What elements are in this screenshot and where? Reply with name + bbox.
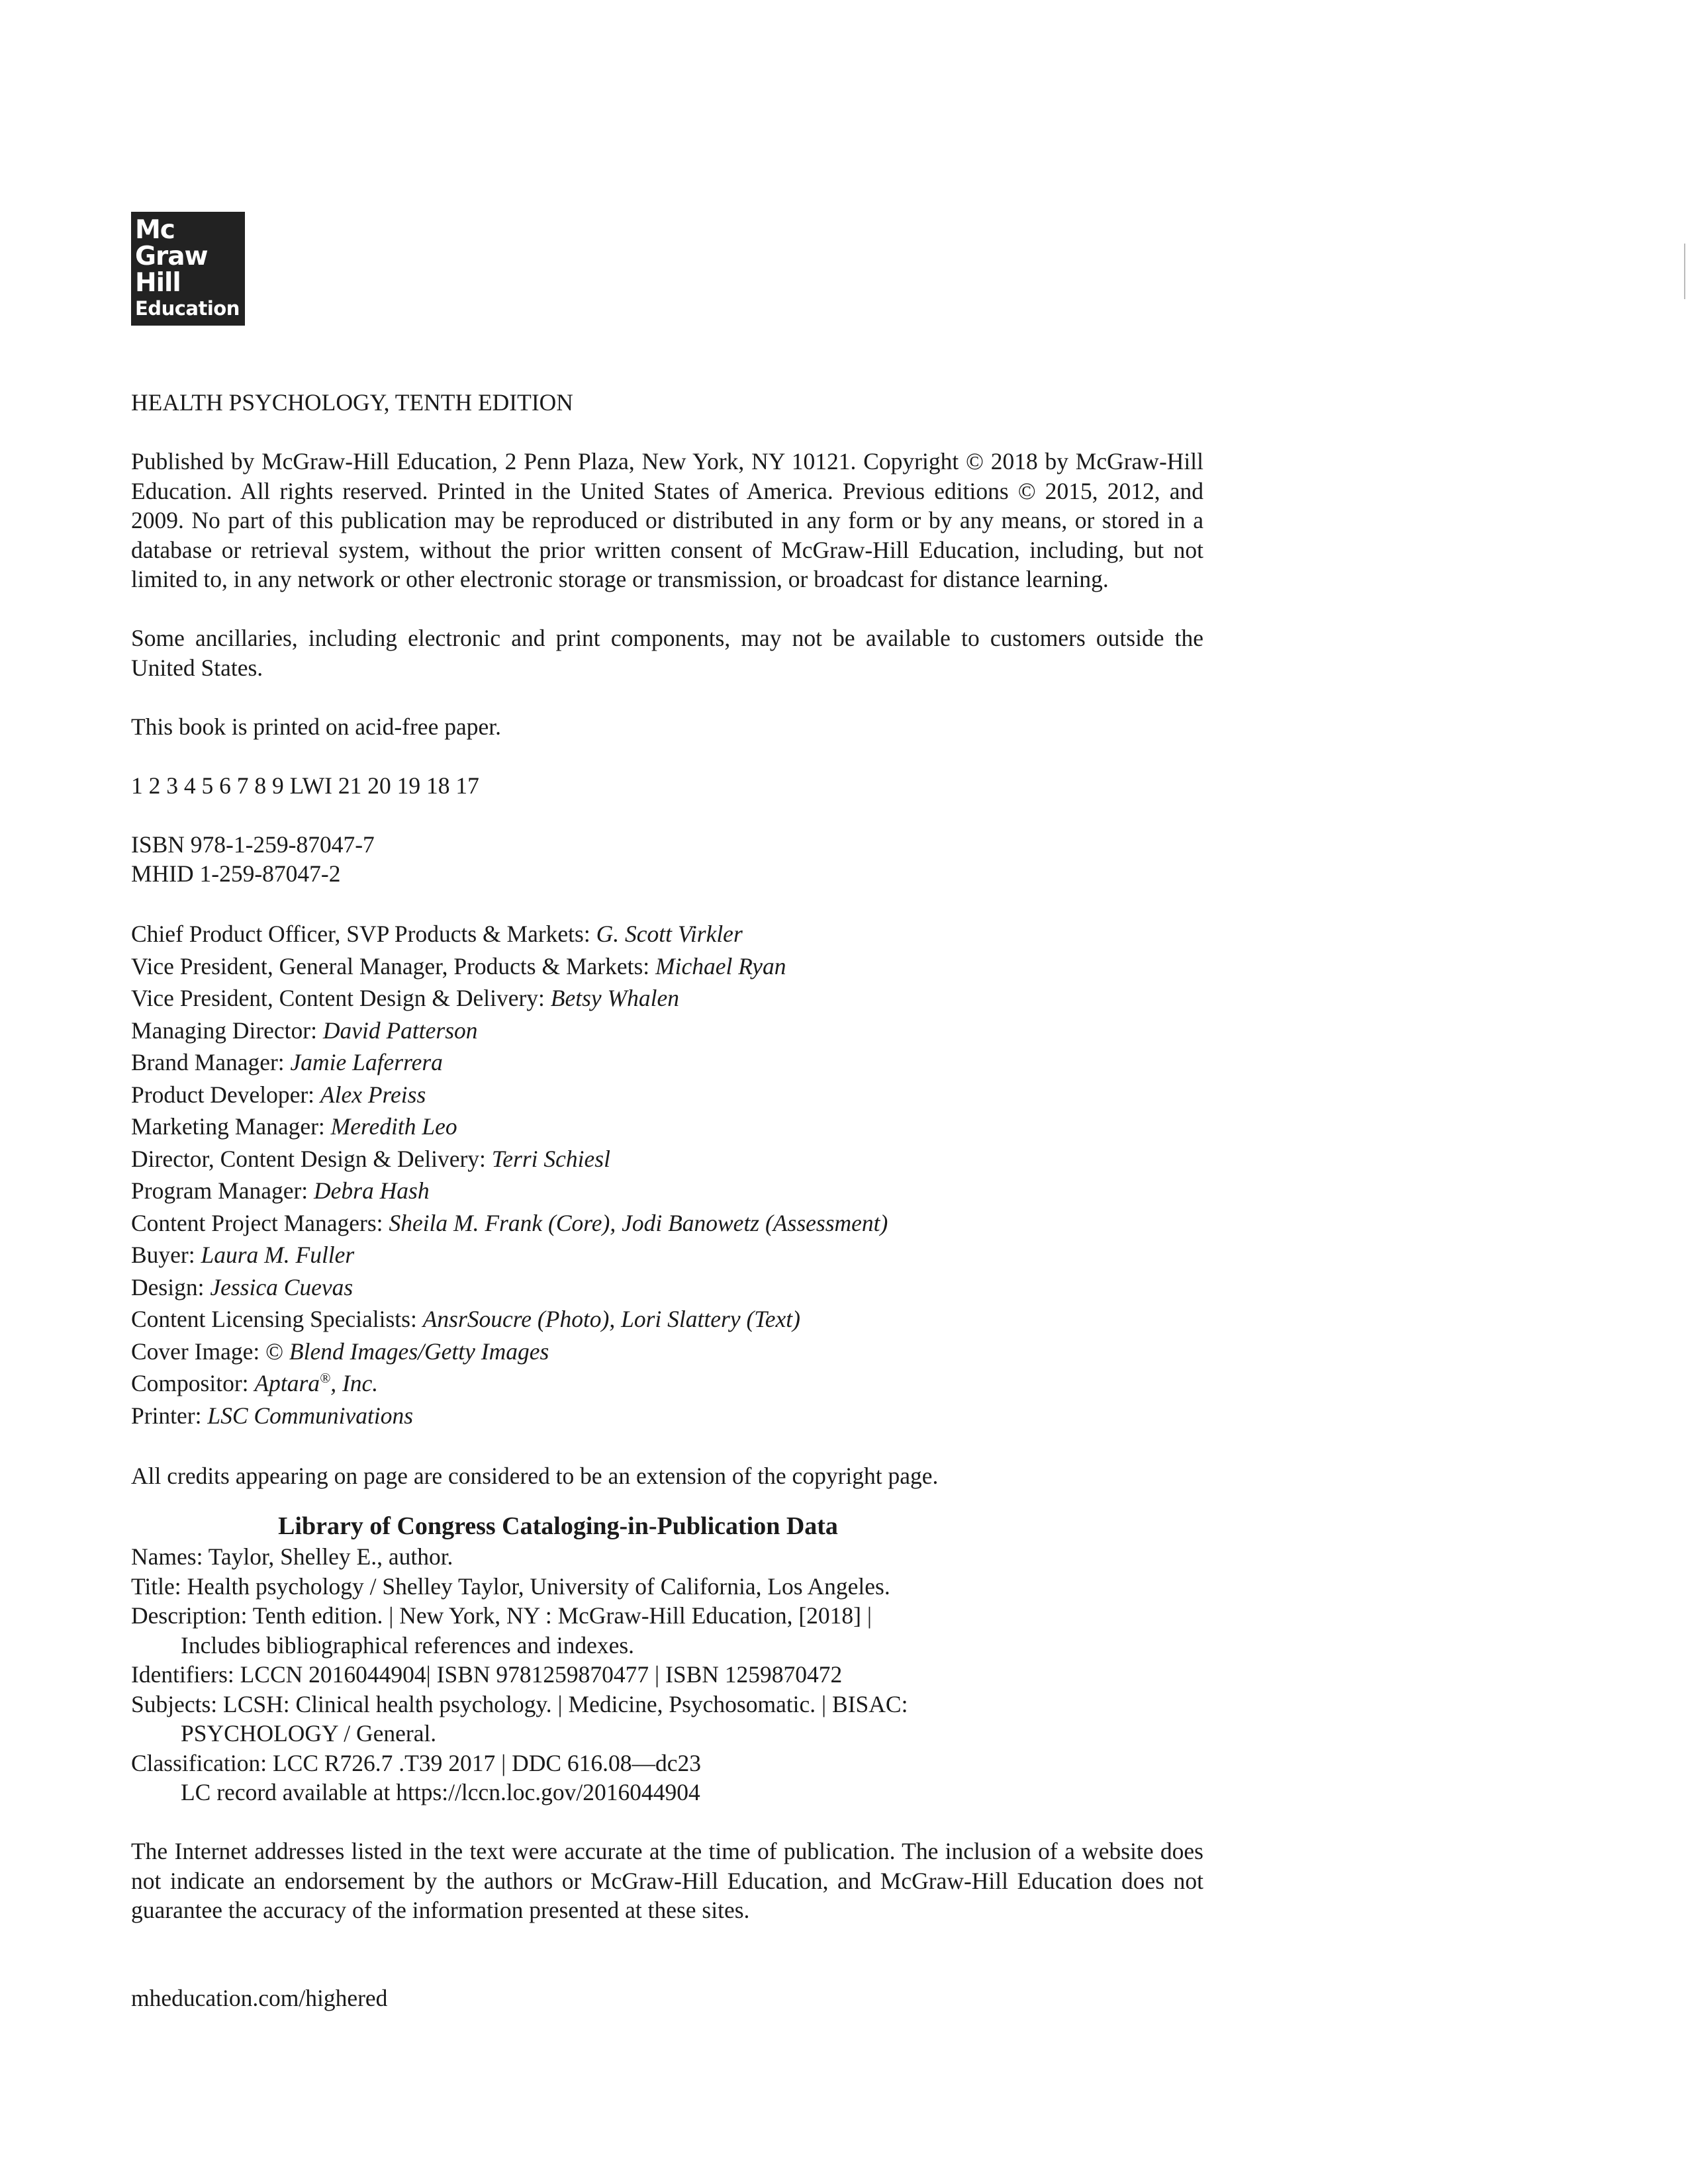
copyright-paragraph: Published by McGraw-Hill Education, 2 Penn Plaza, New York, NY 10121. Copyright © 2018 by McGraw-Hill Education. All rights reserved. Printed in the United States of America. Previous editions © 2015, 2012, and 2009. No part of this publication may be reproduced or distributed in any form or by any means, or stored in a database or retrieval system, without the prior written consent of McGraw-Hill Education, including, but not limited to, in any network or other electronic storage or transmission, or broadcast for distance learning. bbox=[131, 448, 1203, 592]
cip-heading: Library of Congress Cataloging-in-Publication Data bbox=[278, 1512, 838, 1540]
cip-subjects-cont: PSYCHOLOGY / General. bbox=[181, 1720, 437, 1747]
compositor-line: Compositor: Aptara®, Inc. bbox=[131, 1370, 379, 1396]
mhid: MHID 1-259-87047-2 bbox=[131, 860, 341, 887]
isbn: ISBN 978-1-259-87047-7 bbox=[131, 831, 375, 858]
cip-classification: Classification: LCC R726.7 .T39 2017 | DDC 616.08—dc23 bbox=[131, 1749, 702, 1776]
cip-description-cont: Includes bibliographical references and indexes. bbox=[181, 1631, 635, 1659]
logo-line-mc: Mc bbox=[135, 215, 175, 245]
website-url: mheducation.com/highered bbox=[131, 1984, 388, 2011]
credits-note: All credits appearing on page are considered to be an extension of the copyright page. bbox=[131, 1462, 939, 1489]
credit-line: Content Project Managers: Sheila M. Frank (Core), Jodi Banowetz (Assessment) bbox=[131, 1209, 888, 1236]
ancillaries-paragraph: Some ancillaries, including electronic and print components, may not be available to customers outside the United States. bbox=[131, 625, 1203, 681]
cip-identifiers: Identifiers: LCCN 2016044904| ISBN 9781259870477 | ISBN 1259870472 bbox=[131, 1661, 843, 1688]
printer-line: Printer: LSC Communivations bbox=[131, 1402, 414, 1429]
copyright-text-block bbox=[131, 388, 1203, 2013]
credit-line: Buyer: Laura M. Fuller bbox=[131, 1242, 355, 1268]
credit-line: Cover Image: © Blend Images/Getty Images bbox=[131, 1338, 549, 1365]
credit-line: Brand Manager: Jamie Laferrera bbox=[131, 1049, 443, 1075]
cip-description: Description: Tenth edition. | New York, NY : McGraw-Hill Education, [2018] | bbox=[131, 1602, 872, 1629]
logo-line-graw: Graw bbox=[135, 242, 208, 271]
credit-line: Design: Jessica Cuevas bbox=[131, 1273, 353, 1300]
cip-lc-record: LC record available at https://lccn.loc.gov/2016044904 bbox=[181, 1779, 700, 1805]
credit-line: Vice President, General Manager, Products & Markets: Michael Ryan bbox=[131, 952, 786, 979]
credit-line: Director, Content Design & Delivery: Terri Schiesl bbox=[131, 1145, 610, 1172]
logo-line-education: Education bbox=[135, 297, 240, 320]
cip-subjects: Subjects: LCSH: Clinical health psychology. | Medicine, Psychosomatic. | BISAC: bbox=[131, 1690, 908, 1717]
credit-line: Marketing Manager: Meredith Leo bbox=[131, 1113, 457, 1140]
cip-names: Names: Taylor, Shelley E., author. bbox=[131, 1543, 453, 1570]
credits-list bbox=[131, 918, 1203, 1432]
credit-line: Vice President, Content Design & Delivery: Betsy Whalen bbox=[131, 985, 679, 1011]
credit-line: Content Licensing Specialists: AnsrSoucre (Photo), Lori Slattery (Text) bbox=[131, 1306, 800, 1332]
logo-line-hill: Hill bbox=[135, 268, 181, 298]
credit-line: Managing Director: David Patterson bbox=[131, 1017, 478, 1044]
printing-line: 1 2 3 4 5 6 7 8 9 LWI 21 20 19 18 17 bbox=[131, 772, 479, 799]
page-edge-mark bbox=[1684, 244, 1685, 299]
cip-block bbox=[131, 1510, 1203, 1807]
cip-title: Title: Health psychology / Shelley Taylor, University of California, Los Angeles. bbox=[131, 1572, 890, 1600]
book-title: HEALTH PSYCHOLOGY, TENTH EDITION bbox=[131, 389, 573, 416]
credit-line: Product Developer: Alex Preiss bbox=[131, 1081, 426, 1108]
internet-note: The Internet addresses listed in the text were accurate at the time of publication. The inclusion of a website does not indicate an endorsement by the authors or McGraw-Hill Education, and McGraw-Hill Education does not guarantee the accuracy of the information presented at these sites. bbox=[131, 1838, 1203, 1923]
mcgraw-hill-education-logo bbox=[131, 212, 245, 326]
credit-line: Program Manager: Debra Hash bbox=[131, 1177, 430, 1204]
paper-note: This book is printed on acid-free paper. bbox=[131, 713, 501, 740]
credit-line: Chief Product Officer, SVP Products & Markets: G. Scott Virkler bbox=[131, 921, 743, 947]
